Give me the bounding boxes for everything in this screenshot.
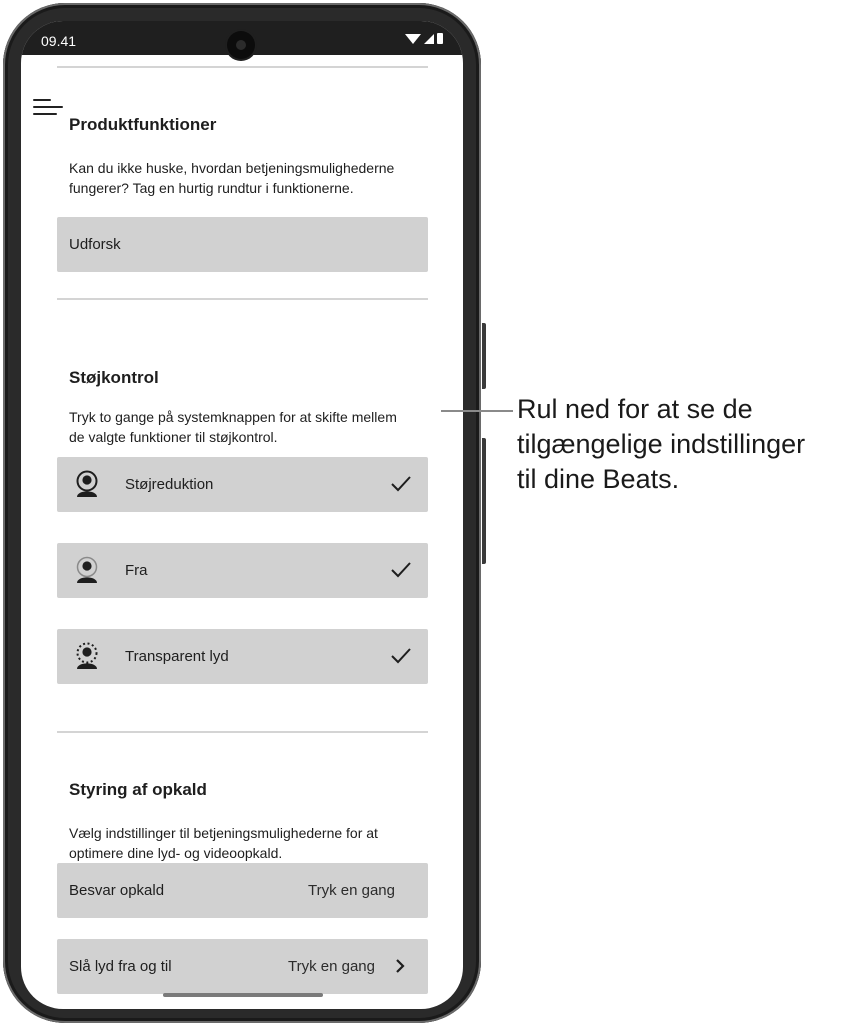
noise-option-noise-cancellation[interactable] (57, 457, 428, 512)
volume-button (482, 323, 486, 389)
checkmark-icon (390, 475, 412, 493)
signal-icon (424, 34, 434, 44)
checkmark-icon (390, 647, 412, 665)
noise-option-label: Fra (125, 562, 148, 579)
section-divider (57, 731, 428, 733)
product-features-description: Kan du ikke huske, hvordan betjeningsmulighederne fungerer? Tag en hurtig rundtur i funktionerne. (69, 160, 395, 196)
answer-call-row[interactable] (57, 863, 428, 918)
noise-option-label: Støjreduktion (125, 476, 214, 493)
battery-icon (437, 33, 443, 44)
status-time: 09.41 (41, 33, 77, 49)
mute-unmute-value: Tryk en gang (288, 958, 375, 975)
callout-line-3: til dine Beats. (517, 464, 680, 494)
callout-line-2: tilgængelige indstillinger (517, 429, 806, 459)
status-icons (405, 33, 443, 44)
wifi-icon (405, 34, 421, 44)
mute-unmute-label: Slå lyd fra og til (69, 958, 172, 975)
noise-option-label: Transparent lyd (125, 648, 229, 665)
product-features-heading: Produktfunktioner (69, 115, 217, 134)
power-button (482, 438, 486, 564)
answer-call-value: Tryk en gang (308, 882, 395, 899)
transparency-icon (73, 642, 101, 670)
answer-call-label: Besvar opkald (69, 882, 165, 899)
noise-control-description: Tryk to gange på systemknappen for at skifte mellem de valgte funktioner til støjkontrol. (69, 409, 397, 445)
noise-control-heading: Støjkontrol (69, 368, 159, 387)
phone-screen (21, 21, 463, 1009)
section-divider (57, 298, 428, 300)
explore-label: Udforsk (69, 236, 121, 253)
callout-line (441, 410, 513, 412)
mute-unmute-row[interactable] (57, 939, 428, 994)
checkmark-icon (390, 561, 412, 579)
explore-button[interactable] (57, 217, 428, 272)
section-divider (57, 66, 428, 68)
settings-content[interactable] (21, 55, 463, 1009)
noise-cancellation-icon (73, 470, 101, 498)
call-control-description: Vælg indstillinger til betjeningsmulighederne for at optimere dine lyd- og videoopkald. (69, 825, 378, 861)
menu-icon[interactable] (33, 99, 65, 123)
noise-option-off[interactable] (57, 543, 428, 598)
callout-line-1: Rul ned for at se de (517, 394, 753, 424)
home-indicator[interactable] (163, 993, 323, 997)
noise-off-icon (73, 556, 101, 584)
noise-option-transparency[interactable] (57, 629, 428, 684)
chevron-right-icon (394, 958, 406, 974)
call-control-heading: Styring af opkald (69, 780, 207, 799)
callout-text (517, 392, 847, 497)
